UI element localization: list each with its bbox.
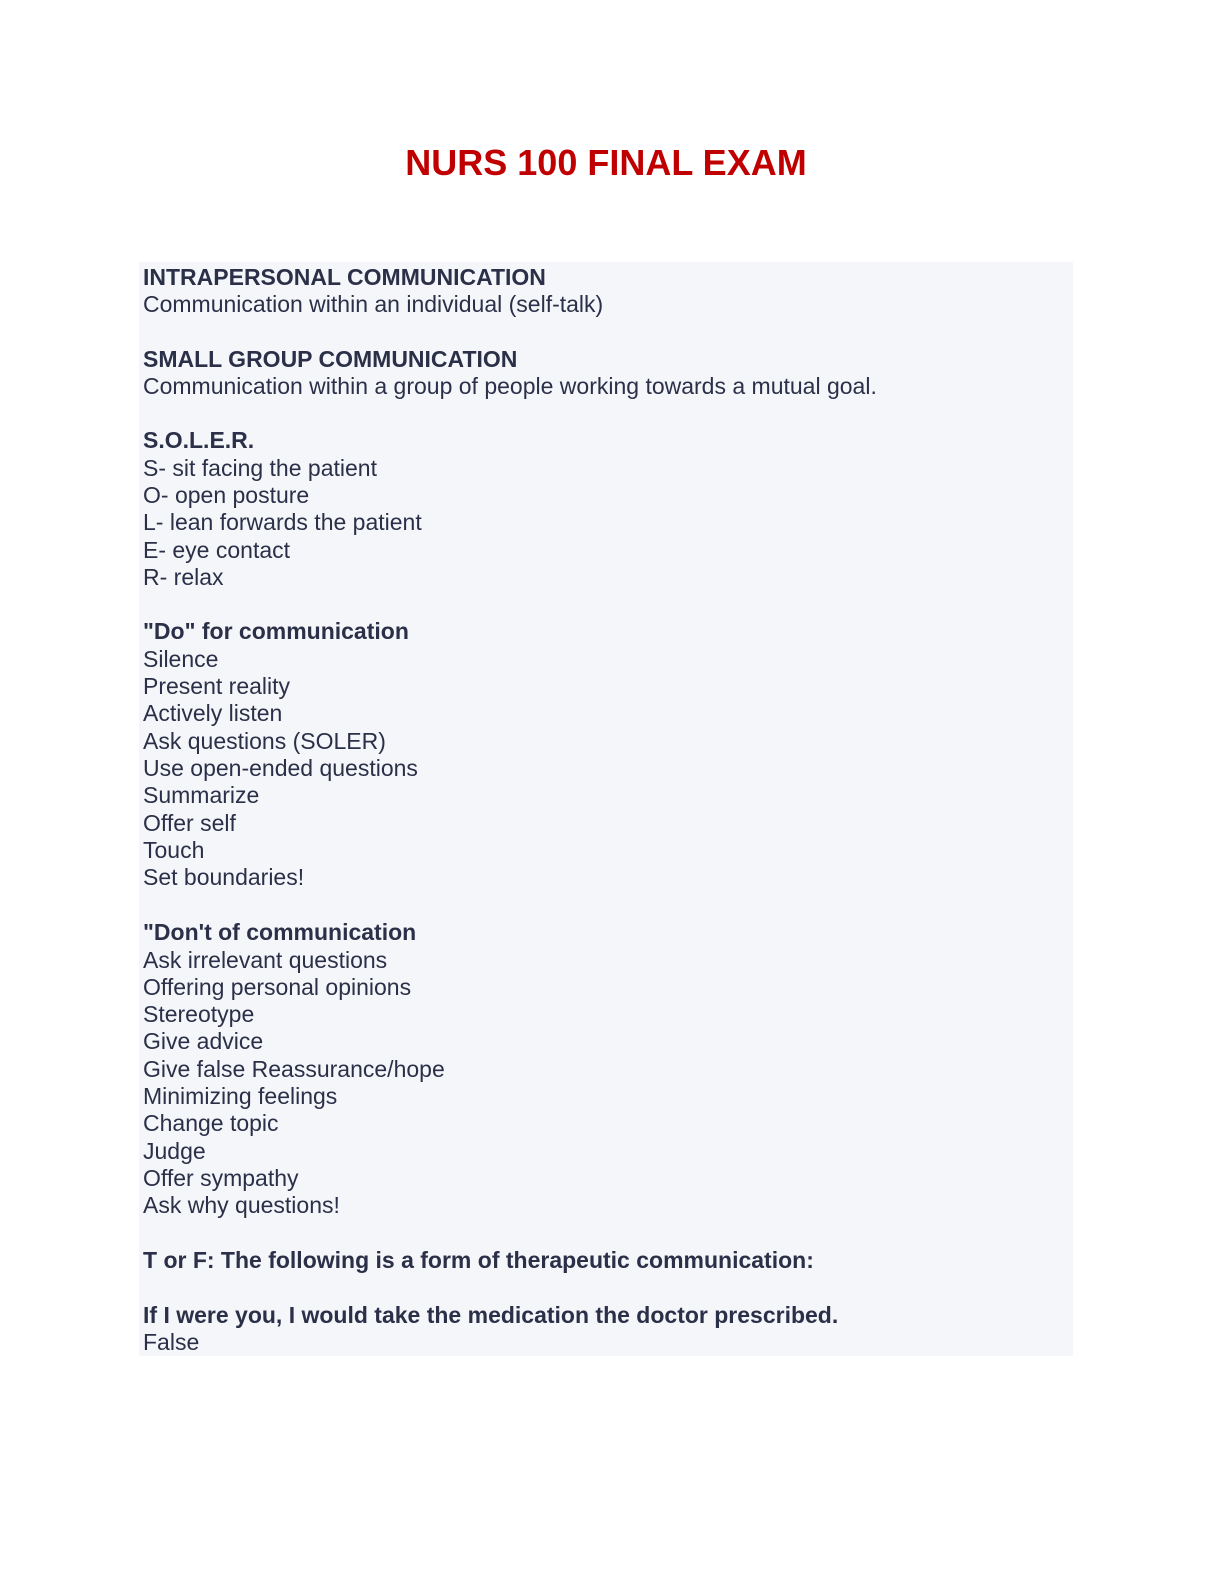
card-definition-line: E- eye contact bbox=[143, 537, 291, 563]
card-definition-line: Offer sympathy bbox=[143, 1165, 299, 1191]
card-definition-line: Change topic bbox=[143, 1110, 279, 1136]
card-definition-line: R- relax bbox=[143, 564, 224, 590]
card-definition-line: Ask irrelevant questions bbox=[143, 947, 388, 973]
card-definition-line: Present reality bbox=[143, 673, 291, 699]
card-definition-line: Stereotype bbox=[143, 1001, 255, 1027]
card-definition-line: Offering personal opinions bbox=[143, 974, 412, 1000]
card-definition-line: Judge bbox=[143, 1138, 206, 1164]
card-definition-line: Communication within a group of people working towards a mutual goal. bbox=[143, 373, 877, 399]
card-definition-line: Ask questions (SOLER) bbox=[143, 728, 386, 754]
flashcard-list bbox=[139, 262, 1073, 1356]
card-definition-line: Offer self bbox=[143, 810, 236, 836]
card-definition-line: Use open-ended questions bbox=[143, 755, 418, 781]
card-term: If I were you, I would take the medication the doctor prescribed. bbox=[143, 1302, 839, 1328]
card-term: INTRAPERSONAL COMMUNICATION bbox=[143, 264, 546, 290]
card-definition-line: Touch bbox=[143, 837, 205, 863]
card-definition-line: Ask why questions! bbox=[143, 1192, 340, 1218]
card-definition-line: Give false Reassurance/hope bbox=[143, 1056, 445, 1082]
card-definition-line: Summarize bbox=[143, 782, 260, 808]
card-term: "Don't of communication bbox=[143, 919, 417, 945]
card-term: "Do" for communication bbox=[143, 618, 409, 644]
card-definition-line: O- open posture bbox=[143, 482, 310, 508]
card-definition-line: Actively listen bbox=[143, 700, 283, 726]
card-definition-line: L- lean forwards the patient bbox=[143, 509, 422, 535]
card-definition-line: Minimizing feelings bbox=[143, 1083, 338, 1109]
card-term: SMALL GROUP COMMUNICATION bbox=[143, 346, 518, 372]
page-title: NURS 100 FINAL EXAM bbox=[405, 142, 807, 183]
card-term: T or F: The following is a form of therapeutic communication: bbox=[143, 1247, 814, 1273]
card-definition-line: Give advice bbox=[143, 1028, 264, 1054]
card-term: S.O.L.E.R. bbox=[143, 427, 255, 453]
card-definition-line: Communication within an individual (self-talk) bbox=[143, 291, 604, 317]
card-definition-line: S- sit facing the patient bbox=[143, 455, 377, 481]
card-definition-line: Set boundaries! bbox=[143, 864, 305, 890]
card-definition-line: Silence bbox=[143, 646, 219, 672]
card-definition-line: False bbox=[143, 1329, 200, 1355]
